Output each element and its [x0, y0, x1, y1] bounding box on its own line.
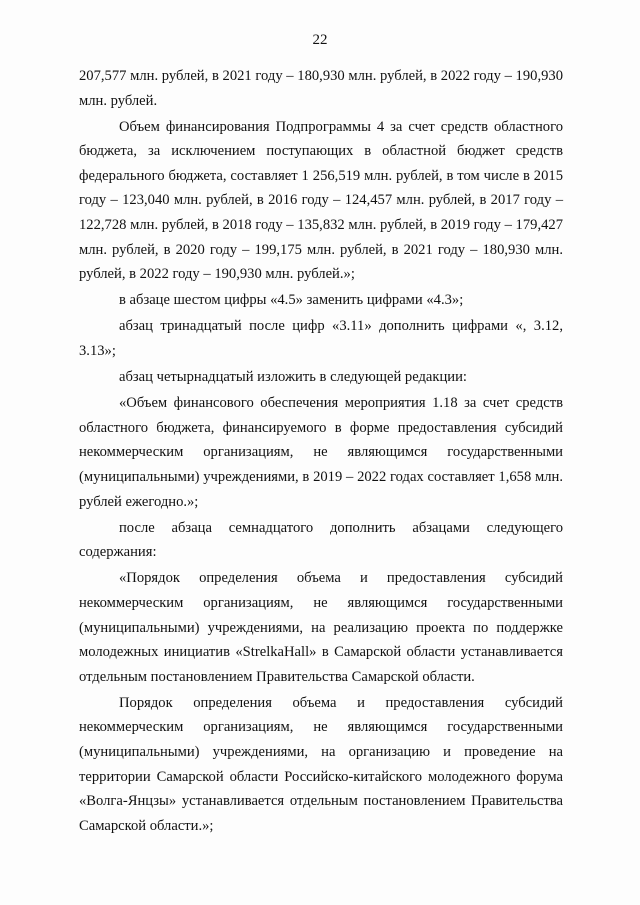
page-number: 22	[312, 32, 328, 48]
paragraph-5: абзац четырнадцатый изложить в следующей редакции:	[119, 369, 467, 386]
paragraph-7: после абзаца семнадцатого дополнить абзацами следующего содержания:	[79, 519, 563, 561]
paragraph-4: абзац тринадцатый после цифр «3.11» дополнить цифрами «, 3.12, 3.13»;	[79, 318, 563, 360]
paragraph-3: в абзаце шестом цифры «4.5» заменить цифрами «4.3»;	[119, 292, 464, 309]
paragraph-1: 207,577 млн. рублей, в 2021 году – 180,930 млн. рублей, в 2022 году – 190,930 млн. рублей.	[79, 68, 563, 109]
paragraph-9: Порядок определения объема и предоставления субсидий некоммерческим организациям, не являющимся государственными (муниципальными) учреждениями, на организацию и проведение на территории Самарской области Российско-китайского молодежного форума «Волга-Янцзы» устанавливается отдельным постановлением Правительства Самарской области.»;	[79, 694, 563, 834]
paragraph-2: Объем финансирования Подпрограммы 4 за счет средств областного бюджета, за исключением поступающих в областной бюджет средств федерального бюджета, составляет 1 256,519 млн. рублей, в том числе в 2015 году – 123,040 млн. рублей, в 2016 году – 124,457 млн. рублей, в 2017 году – 122,728 млн. рублей, в 2018 году – 135,832 млн. рублей, в 2019 году – 179,427 млн. рублей, в 2020 году – 199,175 млн. рублей, в 2021 году – 180,930 млн. рублей, в 2022 году – 190,930 млн. рублей.»;	[79, 118, 563, 283]
paragraph-8: «Порядок определения объема и предоставления субсидий некоммерческим организациям, не являющимся государственными (муниципальными) учреждениями, на реализацию проекта по поддержке молодежных инициатив «StrelkaHall» в Самарской области устанавливается отдельным постановлением Правительства Самарской области.	[79, 570, 563, 685]
paragraph-6: «Объем финансового обеспечения мероприятия 1.18 за счет средств областного бюджета, финансируемого в форме предоставления субсидий некоммерческим организациям, не являющимся государственными (муниципальными) учреждениями, в 2019 – 2022 годах составляет 1,658 млн. рублей ежегодно.»;	[79, 395, 563, 510]
document-body	[79, 64, 563, 838]
